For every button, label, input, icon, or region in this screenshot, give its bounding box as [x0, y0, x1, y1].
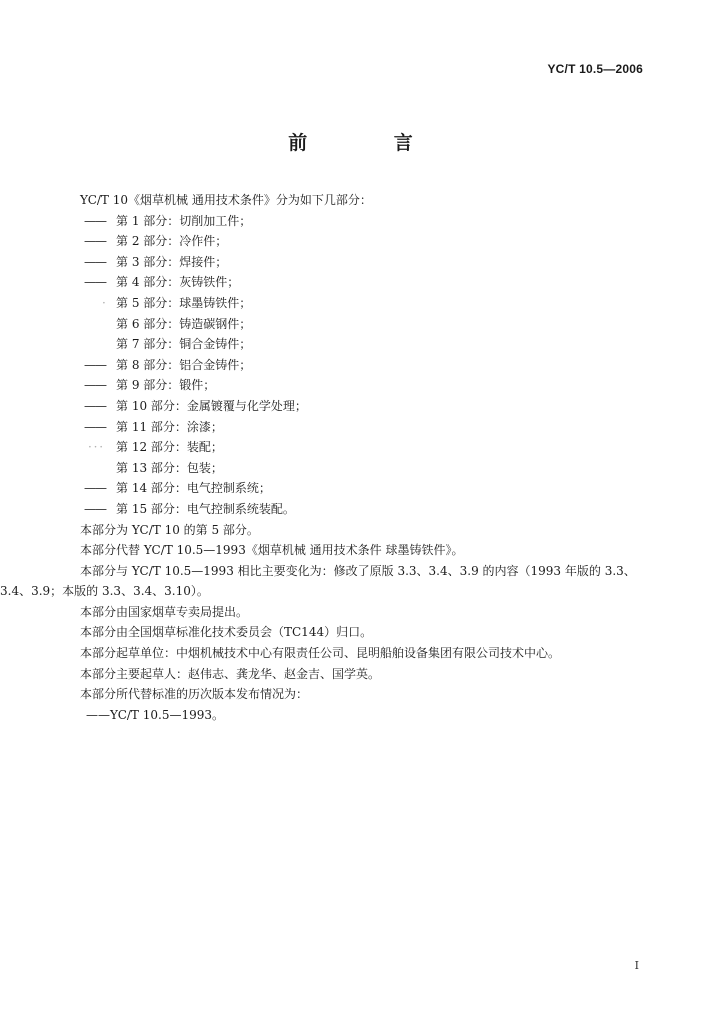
list-item: [58, 211, 648, 232]
list-item-text: 第 6 部分：铸造碳钢件；: [116, 316, 252, 331]
list-item-text: 第 5 部分：球墨铸铁件；: [116, 295, 252, 310]
intro-line: YC/T 10《烟草机械 通用技术条件》分为如下几部分：: [80, 193, 372, 207]
paragraph-edition-entry: ——YC/T 10.5—1993。: [86, 707, 225, 722]
paragraph-proposed-by: 本部分由国家烟草专卖局提出。: [80, 604, 249, 619]
list-item: [58, 293, 648, 314]
list-item: [58, 314, 648, 335]
list-item-text: 第 3 部分：焊接件；: [116, 254, 228, 269]
list-item: [58, 375, 648, 396]
list-dash: ——: [84, 481, 106, 496]
paragraph-changes-continued: 3.4、3.9；本版的 3.3、3.4、3.10）。: [0, 584, 209, 599]
list-item-text: 第 7 部分：铜合金铸件；: [116, 337, 252, 352]
list-item: [58, 478, 648, 499]
paragraph-changes: 本部分与 YC/T 10.5—1993 相比主要变化为：修改了原版 3.3、3.4、3.9 的内容（1993 年版的 3.3、: [80, 563, 636, 578]
list-dash: ——: [84, 234, 106, 249]
list-item-text: 第 1 部分：切削加工件；: [116, 213, 252, 228]
list-item-text: 第 9 部分：锻件；: [116, 378, 216, 393]
list-dash: ——: [84, 419, 106, 434]
list-item: [58, 396, 648, 417]
list-dash: ——: [84, 254, 106, 269]
paragraph-part-number: 本部分为 YC/T 10 的第 5 部分。: [80, 522, 259, 537]
list-dash: ——: [84, 357, 106, 372]
list-item-text: 第 11 部分：涂漆；: [116, 419, 223, 434]
paragraph-centralized-by: 本部分由全国烟草标准化技术委员会（TC144）归口。: [80, 625, 373, 640]
list-item-text: 第 2 部分：冷作件；: [116, 234, 228, 249]
list-item: [58, 231, 648, 252]
list-item-text: 第 12 部分：装配；: [116, 440, 223, 455]
list-dash: ——: [84, 213, 106, 228]
list-item-text: 第 8 部分：铝合金铸件；: [116, 357, 252, 372]
document-code: YC/T 10.5—2006: [547, 62, 643, 76]
list-dash: ·: [102, 295, 105, 310]
list-item-text: 第 10 部分：金属镀覆与化学处理；: [116, 398, 307, 413]
list-item: [58, 437, 648, 458]
list-dash: · · ·: [88, 440, 103, 455]
list-item: [58, 272, 648, 293]
paragraph-drafting-units: 本部分起草单位：中烟机械技术中心有限责任公司、昆明船舶设备集团有限公司技术中心。: [80, 646, 561, 661]
list-dash: ——: [84, 275, 106, 290]
page-number: I: [634, 959, 639, 972]
parts-list: [58, 211, 648, 520]
list-item: [58, 417, 648, 438]
list-item: [58, 252, 648, 273]
list-item-text: 第 4 部分：灰铸铁件；: [116, 275, 240, 290]
page-title: 前 言: [288, 132, 453, 154]
list-dash: ——: [84, 378, 106, 393]
list-item: [58, 499, 648, 520]
list-item: [58, 458, 648, 479]
paragraph-previous-editions: 本部分所代替标准的历次版本发布情况为：: [80, 687, 309, 702]
list-item-text: 第 15 部分：电气控制系统装配。: [116, 501, 295, 516]
list-dash: ——: [84, 501, 106, 516]
list-item-text: 第 13 部分：包装；: [116, 460, 223, 475]
list-item: [58, 355, 648, 376]
list-item: [58, 334, 648, 355]
foreword-body: [0, 190, 648, 725]
paragraph-drafters: 本部分主要起草人：赵伟志、龚龙华、赵金吉、国学英。: [80, 666, 381, 681]
list-dash: ——: [84, 398, 106, 413]
list-item-text: 第 14 部分：电气控制系统；: [116, 481, 271, 496]
paragraph-replaces: 本部分代替 YC/T 10.5—1993《烟草机械 通用技术条件 球墨铸铁件》。: [80, 543, 464, 558]
